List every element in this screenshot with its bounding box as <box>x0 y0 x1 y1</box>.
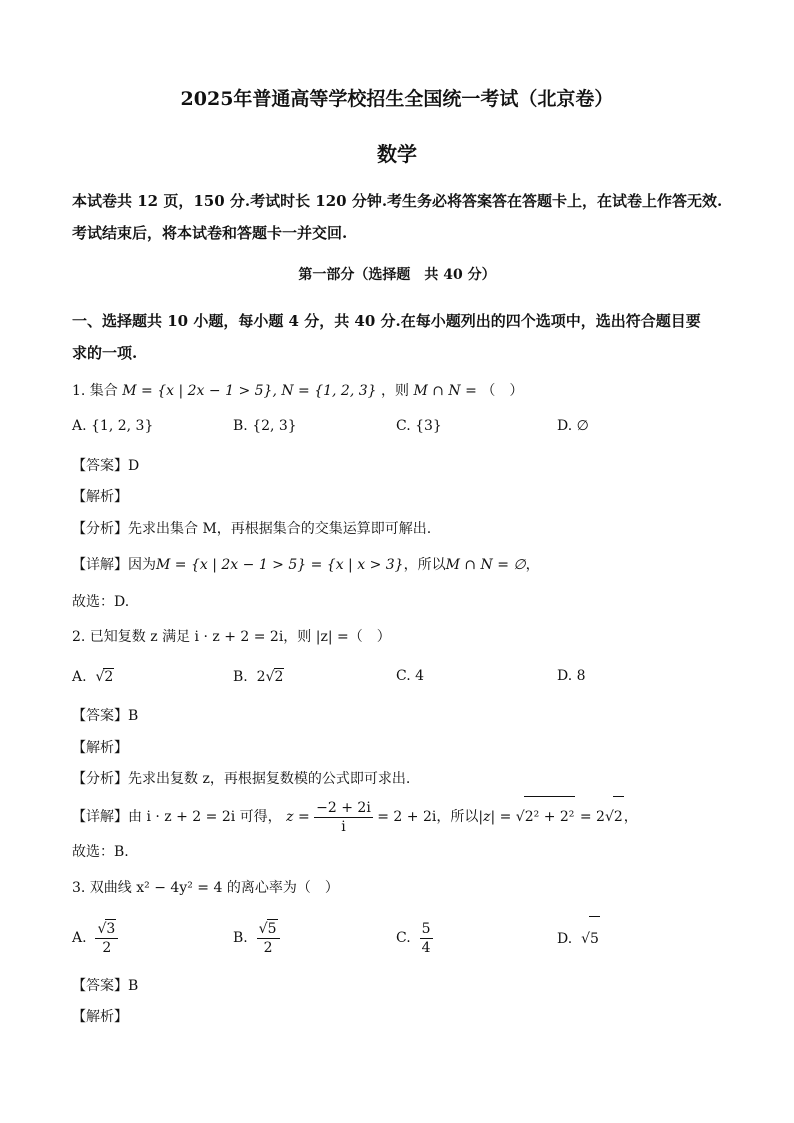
q1-math: M = {x | 2x − 1 > 5}, N = {1, 2, 3} <box>122 383 377 399</box>
q2-xiangjie: 【详解】由 i · z + 2 = 2i 可得， z = $\frac{-2 + 2i}{i}$ = 2 + 2i，所以|z| = √2² + 2² = 2√2， <box>72 796 638 836</box>
question-2-stem: 2. 已知复数 z 满足 i · z + 2 = 2i，则 |z| =（ ） <box>72 629 391 645</box>
q1-option-d: D. ∅ <box>557 418 589 434</box>
q1-xj-prefix: 【详解】因为 <box>72 557 156 573</box>
q3-answer: 【答案】B <box>72 978 139 994</box>
section-instruction-2: 求的一项. <box>72 344 138 362</box>
q2-answer: 【答案】B <box>72 708 139 724</box>
question-1-stem <box>72 380 523 400</box>
q1-prefix: 1. 集合 <box>72 383 118 399</box>
q2-option-b: B. 2√2 <box>233 669 284 685</box>
q1-math2: M ∩ N = <box>413 383 477 399</box>
q1-suffix: （ ） <box>481 383 524 399</box>
question-3-stem: 3. 双曲线 x² − 4y² = 4 的离心率为（ ） <box>72 880 339 896</box>
q1-option-c: C. {3} <box>396 418 442 434</box>
exam-title: 2025年普通高等学校招生全国统一考试（北京卷） <box>180 88 614 110</box>
q3-option-a: A. $\frac{√3}{2}$ <box>72 916 118 960</box>
q3-option-d: D. √5 <box>557 916 600 960</box>
q3-analysis-label: 【解析】 <box>72 1009 128 1025</box>
q3-option-c: C. $\frac{5}{4}$ <box>396 920 431 956</box>
q1-analysis-label: 【解析】 <box>72 489 128 505</box>
q2-option-a: A. √2 <box>72 669 114 685</box>
intro-line-2: 考试结束后，将本试卷和答题卡一并交回. <box>72 224 348 242</box>
q2-fraction: $\frac{-2 + 2i}{i}$ <box>316 799 371 835</box>
q1-xiangjie <box>72 554 540 574</box>
section-instruction-1: 一、选择题共 10 小题，每小题 4 分，共 40 分.在每小题列出的四个选项中，选出符合题目要 <box>72 312 701 330</box>
q2-option-a-radicand: 2 <box>104 669 114 685</box>
q2-fenxi: 【分析】先求出复数 z，再根据复数模的公式即可求出. <box>72 771 411 787</box>
q1-mid: ，则 <box>381 383 410 399</box>
q1-option-a: A. {1, 2, 3} <box>72 418 154 434</box>
q2-option-c: C. 4 <box>396 668 425 684</box>
subject-title: 数学 <box>377 142 417 166</box>
q1-conclusion: 故选：D. <box>72 594 130 610</box>
q1-answer: 【答案】D <box>72 458 140 474</box>
q2-analysis-label: 【解析】 <box>72 740 128 756</box>
q1-xj-mid: ，所以 <box>403 557 446 573</box>
q1-xj-math2: M ∩ N = ∅ <box>445 557 526 573</box>
intro-line-1: 本试卷共 12 页，150 分.考试时长 120 分钟.考生务必将答案答在答题卡上，在试卷上作答无效. <box>72 192 723 210</box>
q1-xj-suffix: ， <box>525 557 540 573</box>
part1-title: 第一部分（选择题 共 40 分） <box>298 267 496 283</box>
q1-xj-math: M = {x | 2x − 1 > 5} = {x | x > 3} <box>156 557 404 573</box>
q2-conclusion: 故选：B. <box>72 844 129 860</box>
q1-fenxi: 【分析】先求出集合 M，再根据集合的交集运算即可解出. <box>72 521 432 537</box>
q3-option-b: B. $\frac{√5}{2}$ <box>233 916 280 960</box>
q2-option-d: D. 8 <box>557 668 586 684</box>
q1-option-b: B. {2, 3} <box>233 418 297 434</box>
q2-option-b-radicand: 2 <box>274 669 284 685</box>
